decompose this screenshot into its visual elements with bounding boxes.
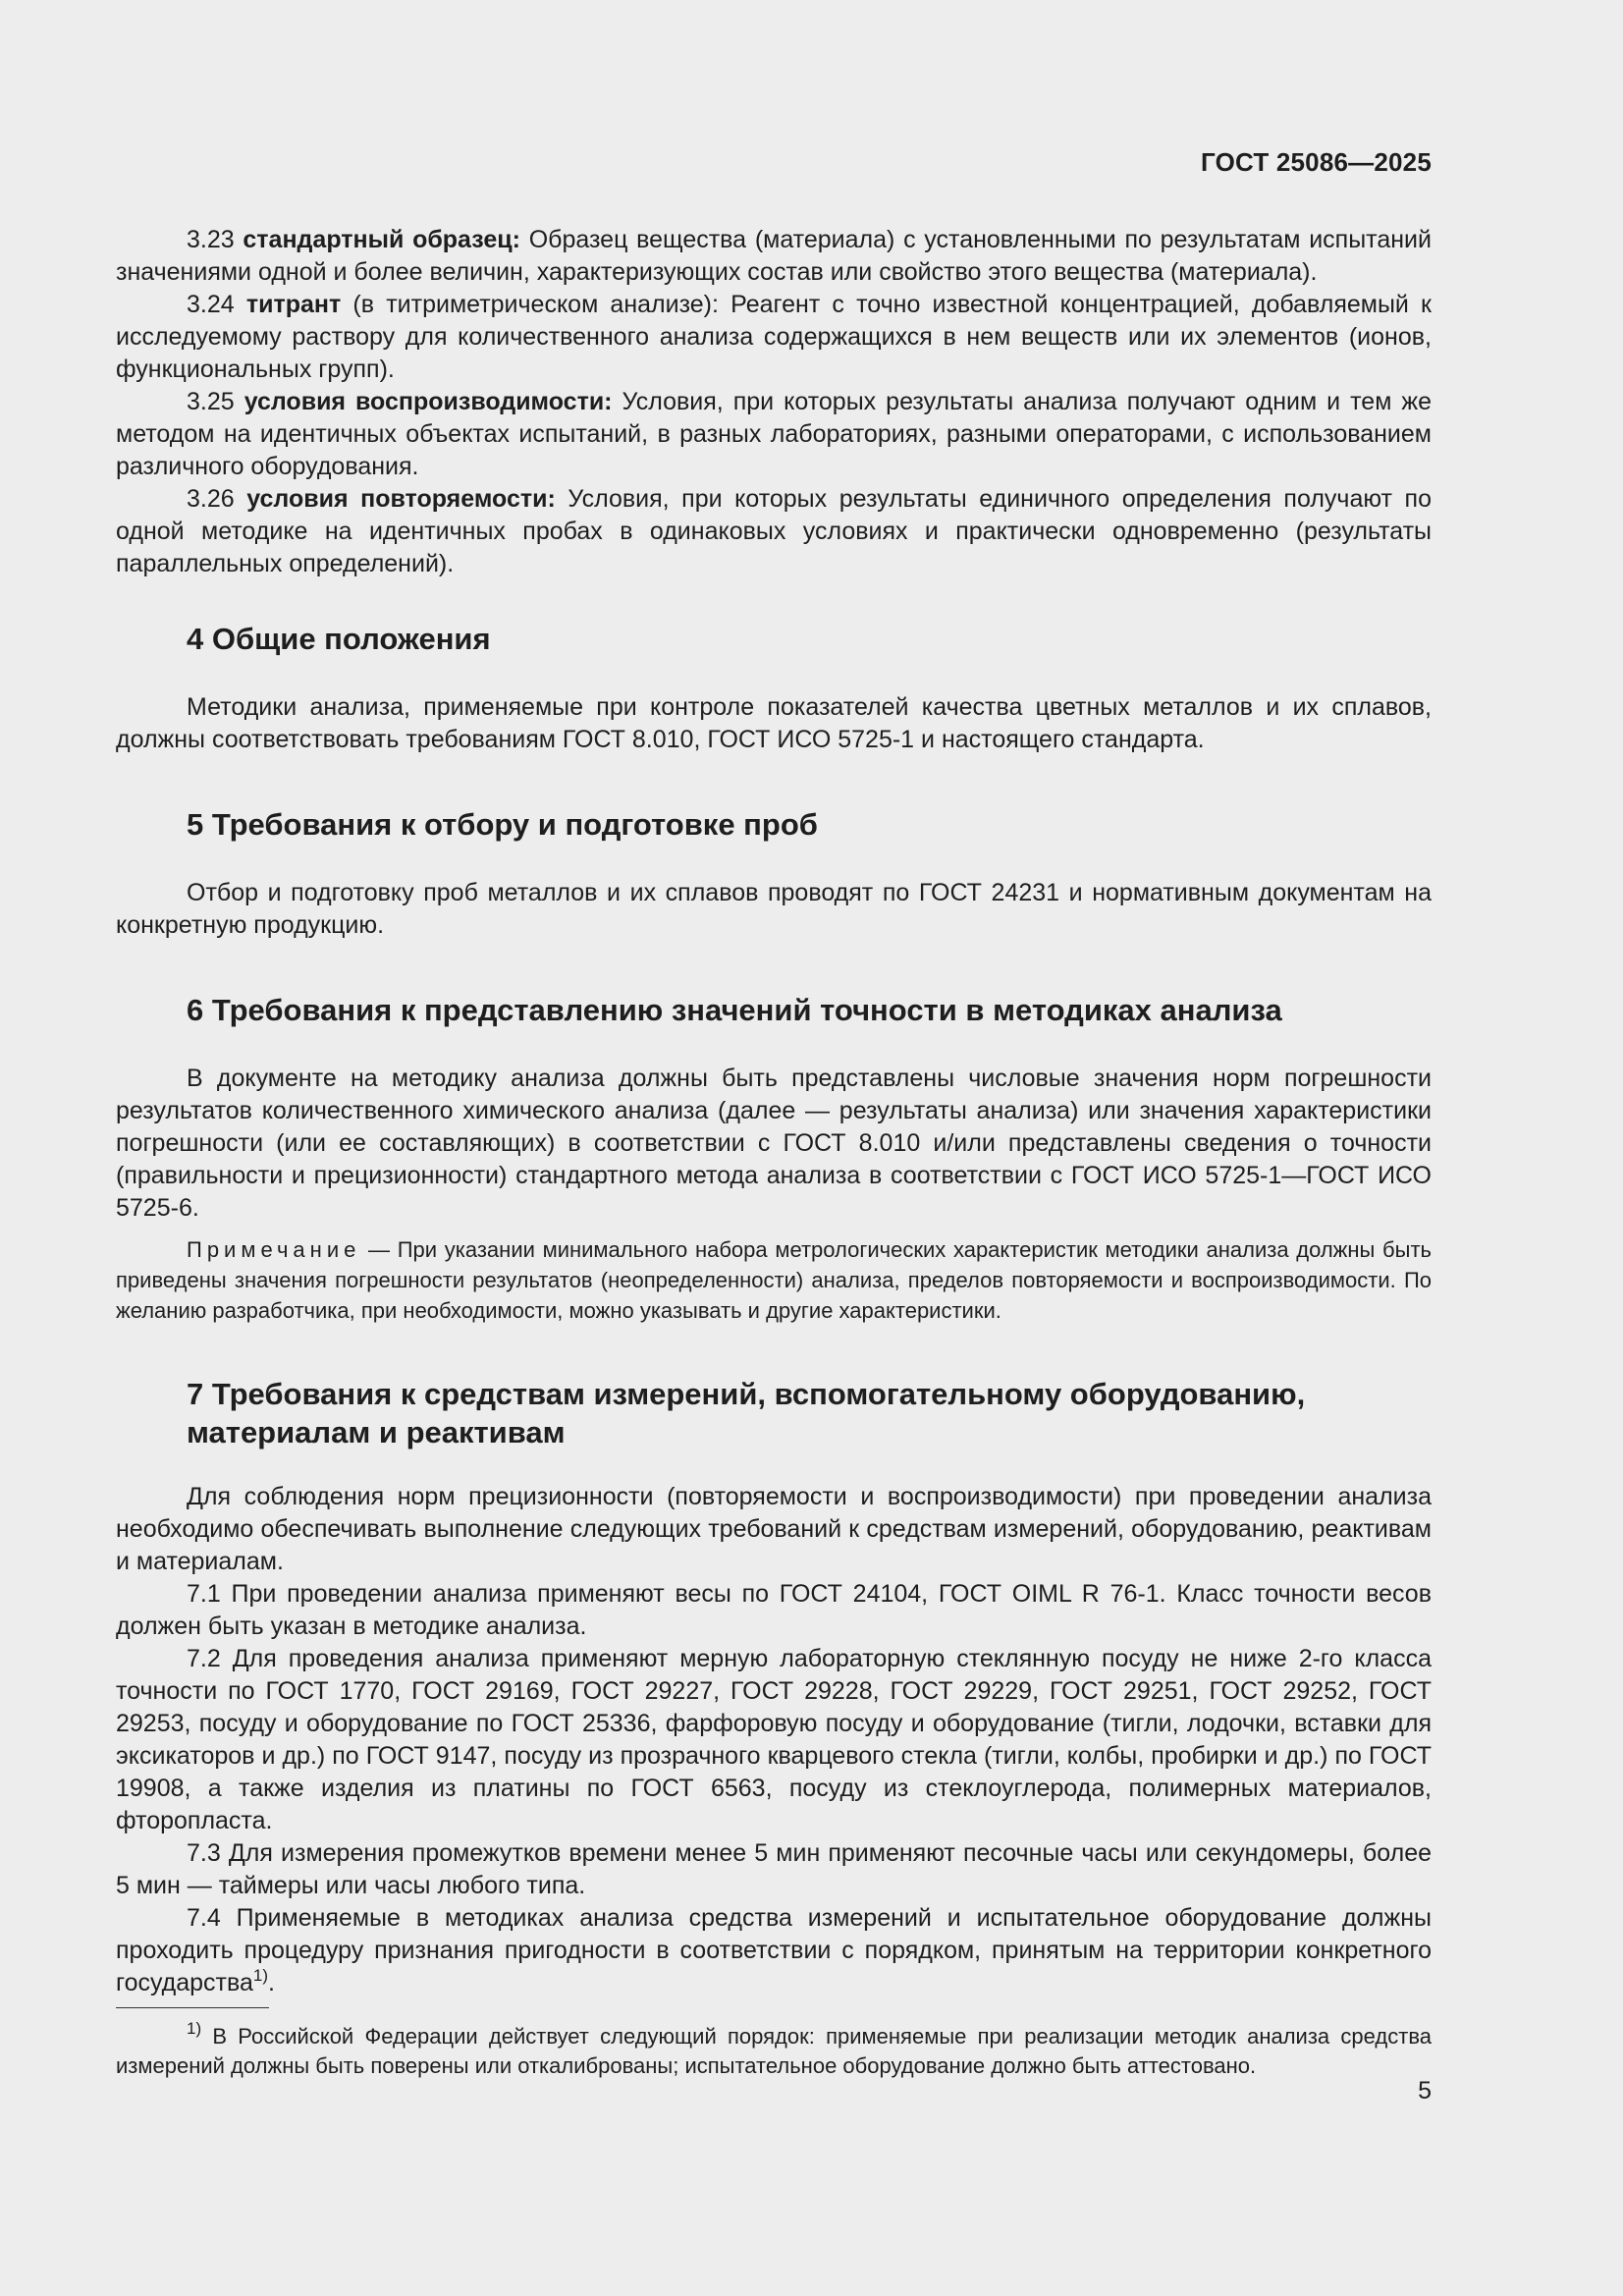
clause-7-1: 7.1 При проведении анализа применяют весы по ГОСТ 24104, ГОСТ OIML R 76-1. Класс точности весов должен быть указан в методике анализа. — [116, 1580, 1432, 1640]
section-4-text: Методики анализа, применяемые при контроле показателей качества цветных металлов и их сплавов, должны соответствовать требованиям ГОСТ 8.010, ГОСТ ИСО 5725-1 и настоящего стандарта. — [116, 693, 1432, 753]
page-number: 5 — [1418, 2077, 1432, 2105]
section-5-heading: 5 Требования к отбору и подготовке проб — [187, 807, 818, 842]
clause-7-2: 7.2 Для проведения анализа применяют мерную лабораторную стеклянную посуду не ниже 2-го класса точности по ГОСТ 1770, ГОСТ 29169, ГОСТ 29227, ГОСТ 29228, ГОСТ 29229, ГОСТ 29251, ГОСТ 29252, ГОСТ 29253, посуду и оборудование по ГОСТ 25336, фарфоровую посуду и оборудование (тигли, лодочки, вставки для эксикаторов и др.) по ГОСТ 9147, посуду из прозрачного кварцевого стекла (тигли, колбы, пробирки и др.) по ГОСТ 19908, а также изделия из платины по ГОСТ 6563, посуду из стеклоуглерода, полимерных материалов, фторопласта. — [116, 1645, 1432, 1834]
definition-3-24 — [116, 289, 1432, 386]
definition-number: 3.25 — [187, 388, 235, 415]
section-7-intro: Для соблюдения норм прецизионности (повторяемости и воспроизводимости) при проведении анализа необходимо обеспечивать выполнение следующих требований к средствам измерений, оборудованию, реактивам и материалам. — [116, 1483, 1432, 1575]
definition-term: условия повторяемости: — [246, 485, 556, 513]
clause-7-4-text: 7.4 Применяемые в методиках анализа средства измерений и испытательное оборудование должны проходить процедуру признания пригодности в соответствии с порядком, принятым на территории конкретного государства — [116, 1904, 1432, 1996]
definition-number: 3.26 — [187, 485, 235, 513]
section-7-heading — [116, 1375, 1432, 1451]
definition-text: Образец вещества (материала) с установленными по результатам испытаний значениями одной и более величин, характеризующих состав или свойство этого вещества (материала). — [116, 226, 1432, 286]
footnote-reference[interactable]: 1) — [252, 1966, 269, 1985]
clause-7-4 — [116, 1902, 1432, 1999]
section-6-note — [116, 1234, 1432, 1326]
section-7-heading-line2: материалам и реактивам — [187, 1415, 566, 1449]
document-code: ГОСТ 25086—2025 — [1201, 147, 1432, 177]
definition-3-25 — [116, 386, 1432, 483]
definition-text: Условия, при которых результаты единичного определения получают по одной методике на идентичных пробах в одинаковых условиях и практически одновременно (результаты параллельных определений). — [116, 485, 1433, 577]
footnote — [116, 2019, 1432, 2081]
definition-number: 3.23 — [187, 226, 235, 253]
section-6-heading: 6 Требования к представлению значений точности в методиках анализа — [187, 993, 1282, 1027]
note-label: Примечание — [187, 1237, 361, 1262]
definition-number: 3.24 — [187, 291, 235, 318]
definition-term: титрант — [245, 291, 342, 318]
definition-3-26 — [116, 483, 1432, 580]
definition-text: Условия, при которых результаты анализа получают одним и тем же методом на идентичных объектах испытаний, в разных лабораториях, разными операторами, с использованием различного оборудования. — [116, 388, 1433, 480]
section-5-text: Отбор и подготовку проб металлов и их сплавов проводят по ГОСТ 24231 и нормативным документам на конкретную продукцию. — [116, 879, 1432, 939]
clause-7-4-end: . — [268, 1969, 275, 1996]
definition-term: стандартный образец: — [243, 226, 520, 253]
definition-term: условия воспроизводимости: — [243, 388, 613, 415]
footnote-marker: 1) — [187, 2019, 202, 2038]
document-body — [116, 224, 1432, 2081]
section-7-heading-line1: 7 Требования к средствам измерений, вспомогательному оборудованию, — [187, 1377, 1306, 1411]
note-text: — При указании минимального набора метрологических характеристик методики анализа должны быть приведены значения погрешности результатов (неопределенности) анализа, пределов повторяемости и воспроизводимости. По желанию разработчика, при необходимости, можно указывать и другие характеристики. — [116, 1237, 1432, 1323]
section-6-text: В документе на методику анализа должны быть представлены числовые значения норм погрешности результатов количественного химического анализа (далее — результаты анализа) или значения характеристики погрешности (или ее составляющих) в соответствии с ГОСТ 8.010 и/или представлены сведения о точности (правильности и прецизионности) стандартного метода анализа в соответствии с ГОСТ ИСО 5725-1—ГОСТ ИСО 5725-6. — [116, 1065, 1432, 1222]
clause-7-3: 7.3 Для измерения промежутков времени менее 5 мин применяют песочные часы или секундомеры, более 5 мин — таймеры или часы любого типа. — [116, 1839, 1432, 1899]
footnote-text: В Российской Федерации действует следующий порядок: применяемые при реализации методик анализа средства измерений должны быть поверены или откалиброваны; испытательное оборудование должно быть аттестовано. — [116, 2024, 1432, 2078]
section-4-heading: 4 Общие положения — [187, 622, 491, 656]
footnote-separator — [116, 2007, 269, 2008]
definition-text: (в титриметрическом анализе): Реагент с точно известной концентрацией, добавляемый к исследуемому раствору для количественного анализа содержащихся в нем веществ или их элементов (ионов, функциональных групп). — [116, 291, 1432, 383]
definition-3-23 — [116, 224, 1432, 289]
